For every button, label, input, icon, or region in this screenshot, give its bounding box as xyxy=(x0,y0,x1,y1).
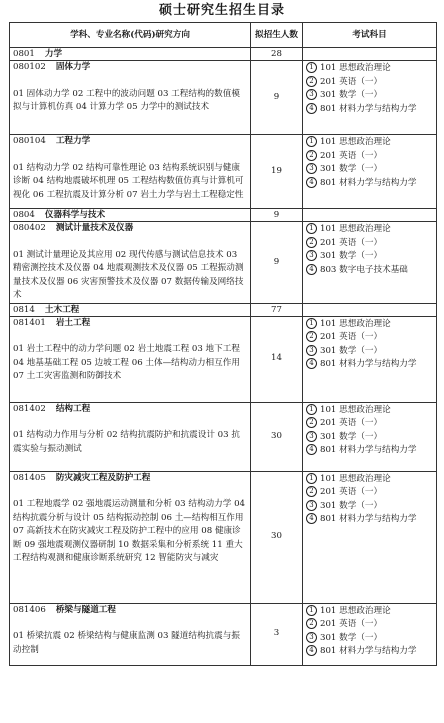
major-cell xyxy=(10,222,251,304)
major-row xyxy=(10,135,437,209)
discipline-name: 土木工程 xyxy=(44,304,80,315)
exam-subject xyxy=(306,473,433,487)
exam-subjects-cell xyxy=(303,135,437,209)
exam-subject-label: 801 材料力学与结构力学 xyxy=(320,514,417,524)
circled-number-icon: 3 xyxy=(306,500,317,511)
circled-number-icon: 2 xyxy=(306,486,317,497)
circled-number-icon: 2 xyxy=(306,417,317,428)
exam-subject xyxy=(306,331,433,345)
major-quota: 30 xyxy=(251,402,303,471)
major-heading xyxy=(13,403,247,417)
circled-number-icon: 3 xyxy=(306,632,317,643)
circled-number-icon: 1 xyxy=(306,62,317,73)
exam-subject-label: 803 数字电子技术基础 xyxy=(320,264,408,275)
discipline-quota: 28 xyxy=(251,48,303,61)
circled-number-icon: 3 xyxy=(306,250,317,261)
research-directions: 01 测试计量理论及其应用 02 现代传感与测试信息技术 03 精密测控技术及仪器 04 地震观测技术及仪器 05 工程振动测量技术及仪器 06 灾害预警技术及仪器 07 数据传输及网络技术 xyxy=(13,249,244,300)
major-code: 081405 xyxy=(13,472,46,483)
major-code: 080402 xyxy=(13,223,46,233)
exam-subject xyxy=(306,431,433,445)
discipline-quota: 9 xyxy=(251,209,303,222)
major-code: 081401 xyxy=(13,317,46,328)
exam-subject xyxy=(306,76,433,90)
major-row xyxy=(10,471,437,603)
exam-subject xyxy=(306,513,433,527)
exam-subject xyxy=(306,163,433,177)
circled-number-icon: 2 xyxy=(306,150,317,161)
exam-subject xyxy=(306,150,433,164)
discipline-name: 力学 xyxy=(44,49,63,59)
exam-subject-label: 301 数学（一） xyxy=(320,500,383,511)
major-name: 防灾减灾工程及防护工程 xyxy=(55,472,151,483)
major-quota: 19 xyxy=(251,135,303,209)
circled-number-icon: 2 xyxy=(306,618,317,629)
exam-subject-label: 301 数学（一） xyxy=(320,251,383,261)
exam-subject xyxy=(306,486,433,500)
exam-subject xyxy=(306,500,433,514)
exam-subject xyxy=(306,345,433,359)
exam-subject xyxy=(306,89,433,103)
major-row xyxy=(10,61,437,135)
discipline-cell xyxy=(10,303,251,316)
exam-subject xyxy=(306,62,433,76)
exam-subject-label: 101 思想政治理论 xyxy=(320,318,391,329)
major-cell xyxy=(10,61,251,135)
circled-number-icon: 4 xyxy=(306,177,317,188)
major-name: 桥梁与隧道工程 xyxy=(55,604,116,615)
exam-subject xyxy=(306,103,433,117)
exam-subject-label: 301 数学（一） xyxy=(320,90,383,100)
research-directions: 01 岩土工程中的动力学问题 02 岩土地震工程 03 地下工程 04 地基基础工程 05 边坡工程 06 土体—结构动力相互作用 07 土工灾害监测和防御技术 xyxy=(13,344,240,381)
major-code: 081406 xyxy=(13,604,46,615)
circled-number-icon: 4 xyxy=(306,103,317,114)
quota-column-header: 拟招生人数 xyxy=(251,23,303,48)
circled-number-icon: 1 xyxy=(306,404,317,415)
exam-subjects-cell xyxy=(303,222,437,304)
exam-subject-label: 101 思想政治理论 xyxy=(320,473,391,484)
exam-subject xyxy=(306,632,433,646)
circled-number-icon: 1 xyxy=(306,223,317,234)
major-cell xyxy=(10,316,251,402)
major-heading xyxy=(13,472,247,486)
exam-subject-label: 301 数学（一） xyxy=(320,431,383,442)
exam-subjects-cell xyxy=(303,316,437,402)
exam-subject xyxy=(306,223,433,237)
exam-subject-label: 201 英语（一） xyxy=(320,487,383,497)
exam-subject xyxy=(306,618,433,632)
circled-number-icon: 3 xyxy=(306,345,317,356)
major-column-header: 学科、专业名称(代码)研究方向 xyxy=(10,23,251,48)
exam-subject-label: 801 材料力学与结构力学 xyxy=(320,646,417,656)
exam-subjects-cell xyxy=(303,471,437,603)
exam-subject-label: 101 思想政治理论 xyxy=(320,404,391,415)
major-quota: 9 xyxy=(251,222,303,304)
circled-number-icon: 3 xyxy=(306,431,317,442)
exam-subject xyxy=(306,645,433,659)
circled-number-icon: 1 xyxy=(306,473,317,484)
exam-subject xyxy=(306,358,433,372)
research-directions: 01 工程地震学 02 强地震运动测量和分析 03 结构动力学 04 结构抗震分析与设计 05 结构振动控制 06 土—结构相互作用 07 高新技术在防灾减灾工程及防护工程中的应用 08 健康诊断 09 强地震观测仪器研制 10 数据采集和分析系统 11 重大工程结构观测和健康诊断系统研究 12 智能防灾与减灾 xyxy=(13,499,246,563)
exam-subjects-cell xyxy=(303,61,437,135)
research-directions: 01 结构动力学 02 结构可靠性理论 03 结构系统识别与健康诊断 04 结构地震破坏机理 05 工程结构数值仿真与计算机可视化 06 工程抗震及计算分析 07 岩土力学与岩土工程稳定性 xyxy=(13,162,244,200)
circled-number-icon: 4 xyxy=(306,264,317,275)
exam-subject xyxy=(306,250,433,264)
discipline-exam-cell xyxy=(303,303,437,316)
discipline-code: 0804 xyxy=(13,210,35,220)
discipline-cell xyxy=(10,209,251,222)
exam-subject-label: 101 思想政治理论 xyxy=(320,137,391,147)
circled-number-icon: 1 xyxy=(306,136,317,147)
circled-number-icon: 3 xyxy=(306,163,317,174)
catalog-table xyxy=(9,22,437,666)
exam-subject-label: 201 英语（一） xyxy=(320,237,383,248)
exam-subject xyxy=(306,444,433,458)
discipline-code: 0814 xyxy=(13,304,35,315)
exam-subject-label: 801 材料力学与结构力学 xyxy=(320,103,417,114)
research-directions: 01 固体动力学 02 工程中的波动问题 03 工程结构的数值模拟与计算机仿真 04 计算力学 05 力学中的测试技术 xyxy=(13,88,240,112)
discipline-row xyxy=(10,209,437,222)
exam-subject-label: 201 英语（一） xyxy=(320,150,383,161)
exam-subject-label: 201 英语（一） xyxy=(320,332,383,342)
exam-subject-label: 201 英语（一） xyxy=(320,418,383,428)
major-quota: 30 xyxy=(251,471,303,603)
circled-number-icon: 4 xyxy=(306,444,317,455)
major-heading xyxy=(13,317,247,331)
major-quota: 3 xyxy=(251,603,303,665)
exam-subject xyxy=(306,318,433,332)
major-heading xyxy=(13,61,247,75)
exam-subject-label: 101 思想政治理论 xyxy=(320,224,391,234)
header-row xyxy=(10,23,437,48)
major-code: 081402 xyxy=(13,403,46,414)
major-row xyxy=(10,603,437,665)
discipline-code: 0801 xyxy=(13,49,35,59)
major-code: 080102 xyxy=(13,62,46,72)
exam-column-header: 考试科目 xyxy=(303,23,437,48)
exam-subject-label: 801 材料力学与结构力学 xyxy=(320,445,417,455)
circled-number-icon: 4 xyxy=(306,358,317,369)
major-row xyxy=(10,402,437,471)
page-title: 硕士研究生招生目录 xyxy=(158,3,285,18)
circled-number-icon: 4 xyxy=(306,645,317,656)
circled-number-icon: 1 xyxy=(306,605,317,616)
exam-subject xyxy=(306,136,433,150)
major-cell xyxy=(10,471,251,603)
research-directions: 01 桥梁抗震 02 桥梁结构与健康监测 03 隧道结构抗震与振动控制 xyxy=(13,631,240,655)
major-heading xyxy=(13,135,247,149)
exam-subject xyxy=(306,264,433,278)
circled-number-icon: 4 xyxy=(306,513,317,524)
discipline-quota: 77 xyxy=(251,303,303,316)
discipline-cell xyxy=(10,48,251,61)
exam-subject-label: 101 思想政治理论 xyxy=(320,605,391,616)
circled-number-icon: 3 xyxy=(306,89,317,100)
major-name: 固体力学 xyxy=(55,62,91,72)
major-heading xyxy=(13,222,247,236)
exam-subject-label: 301 数学（一） xyxy=(320,632,383,643)
major-cell xyxy=(10,603,251,665)
exam-subject-label: 201 英语（一） xyxy=(320,619,383,629)
major-name: 结构工程 xyxy=(55,403,91,414)
exam-subject-label: 801 材料力学与结构力学 xyxy=(320,177,417,188)
exam-subject-label: 201 英语（一） xyxy=(320,76,383,87)
circled-number-icon: 2 xyxy=(306,237,317,248)
exam-subject-label: 801 材料力学与结构力学 xyxy=(320,359,417,369)
major-quota: 14 xyxy=(251,316,303,402)
exam-subject xyxy=(306,404,433,418)
major-row xyxy=(10,222,437,304)
circled-number-icon: 2 xyxy=(306,76,317,87)
circled-number-icon: 2 xyxy=(306,331,317,342)
exam-subject-label: 101 思想政治理论 xyxy=(320,63,391,73)
major-cell xyxy=(10,402,251,471)
major-name: 测试计量技术及仪器 xyxy=(55,223,134,233)
exam-subject xyxy=(306,605,433,619)
discipline-exam-cell xyxy=(303,48,437,61)
discipline-exam-cell xyxy=(303,209,437,222)
circled-number-icon: 1 xyxy=(306,318,317,329)
discipline-row xyxy=(10,303,437,316)
major-heading xyxy=(13,604,247,618)
major-name: 工程力学 xyxy=(55,136,91,146)
major-code: 080104 xyxy=(13,136,46,146)
exam-subject xyxy=(306,177,433,191)
exam-subject-label: 301 数学（一） xyxy=(320,345,383,356)
major-name: 岩土工程 xyxy=(55,317,91,328)
exam-subject-label: 301 数学（一） xyxy=(320,164,383,174)
discipline-name: 仪器科学与技术 xyxy=(44,210,106,220)
exam-subject xyxy=(306,417,433,431)
major-cell xyxy=(10,135,251,209)
exam-subjects-cell xyxy=(303,402,437,471)
exam-subjects-cell xyxy=(303,603,437,665)
major-quota: 9 xyxy=(251,61,303,135)
research-directions: 01 结构动力作用与分析 02 结构抗震防护和抗震设计 03 抗震实验与振动测试 xyxy=(13,430,240,454)
discipline-row xyxy=(10,48,437,61)
major-row xyxy=(10,316,437,402)
exam-subject xyxy=(306,237,433,251)
